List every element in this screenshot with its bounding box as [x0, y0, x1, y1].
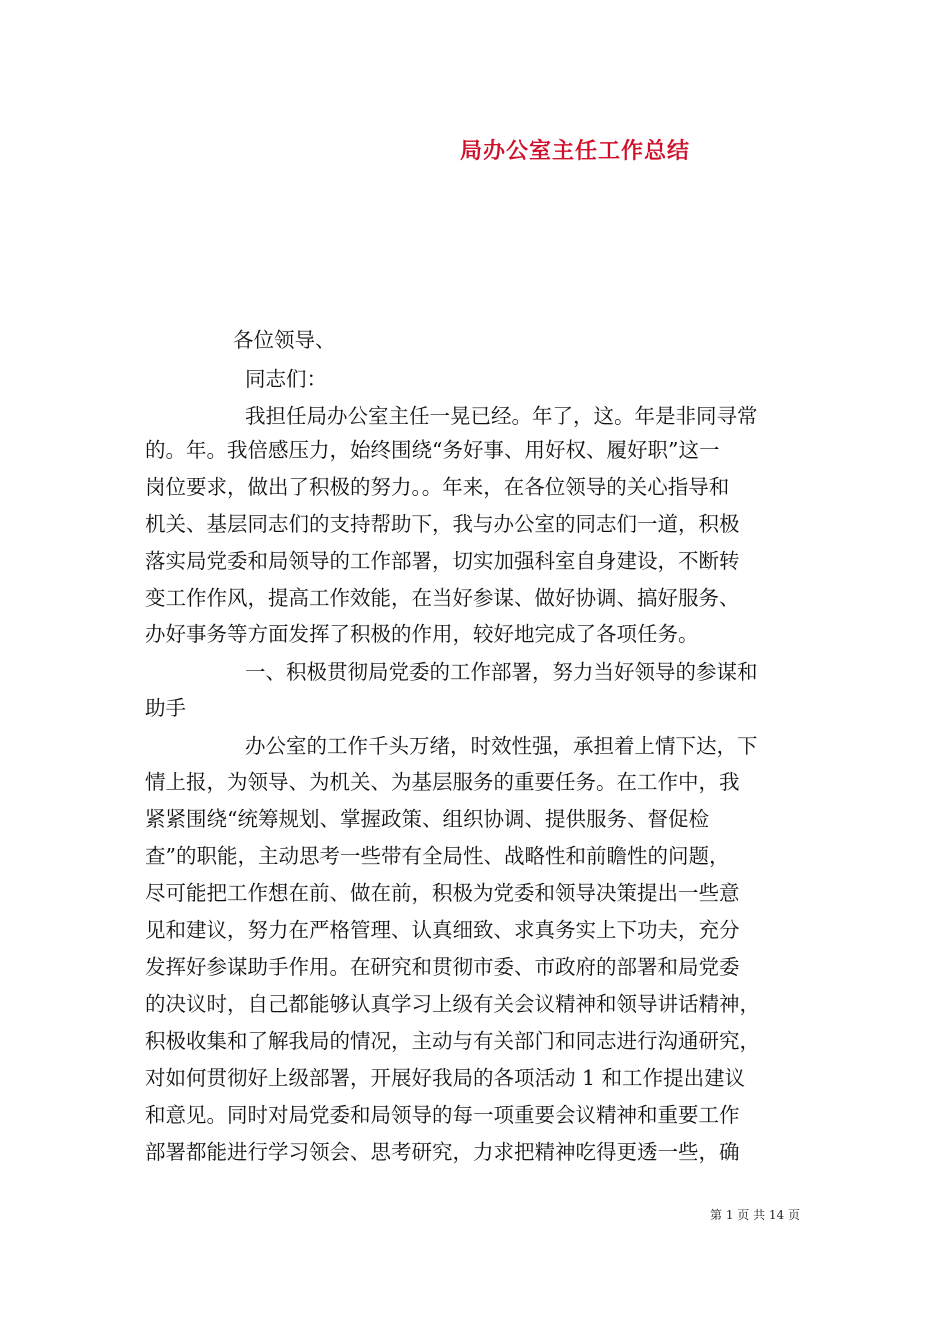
text-line: 的。年。我倍感压力，始终围绕“务好事、用好权、履好职”这一 — [145, 438, 720, 462]
text-line: 尽可能把工作想在前、做在前，积极为党委和领导决策提出一些意 — [145, 881, 740, 905]
text-line: 紧紧围绕“统筹规划、掌握政策、组织协调、提供服务、督促检 — [145, 807, 709, 831]
text-line: 的决议时，自己都能够认真学习上级有关会议精神和领导讲话精神， — [145, 992, 760, 1016]
text-line: 查”的职能，主动思考一些带有全局性、战略性和前瞻性的问题， — [145, 844, 730, 868]
text-line: 我担任局办公室主任一晃已经。年了，这。年是非同寻常 — [245, 404, 758, 428]
text-line: 情上报，为领导、为机关、为基层服务的重要任务。在工作中，我 — [145, 770, 740, 794]
section-heading-cont: 助手 — [145, 696, 186, 720]
text-line: 同志们： — [245, 367, 327, 391]
text-line: 积极收集和了解我局的情况，主动与有关部门和同志进行沟通研究， — [145, 1029, 760, 1053]
text-line: 变工作作风，提高工作效能，在当好参谋、做好协调、搞好服务、 — [145, 586, 740, 610]
text-line: 发挥好参谋助手作用。在研究和贯彻市委、市政府的部署和局党委 — [145, 955, 740, 979]
text-line: 和意见。同时对局党委和局领导的每一项重要会议精神和重要工作 — [145, 1103, 740, 1127]
section-heading: 一、积极贯彻局党委的工作部署，努力当好领导的参谋和 — [245, 660, 758, 684]
text-line: 办公室的工作千头万绪，时效性强，承担着上情下达，下 — [245, 734, 758, 758]
text-line: 机关、基层同志们的支持帮助下，我与办公室的同志们一道，积极 — [145, 512, 740, 536]
text-line: 落实局党委和局领导的工作部署，切实加强科室自身建设，不断转 — [145, 549, 740, 573]
text-line: 部署都能进行学习领会、思考研究，力求把精神吃得更透一些，确 — [145, 1140, 740, 1164]
text-line: 见和建议，努力在严格管理、认真细致、求真务实上下功夫，充分 — [145, 918, 740, 942]
document-title: 局办公室主任工作总结 — [459, 138, 690, 164]
text-line: 对如何贯彻好上级部署，开展好我局的各项活动 1 和工作提出建议 — [145, 1066, 746, 1090]
text-line: 各位领导、 — [233, 328, 336, 352]
page-number: 第 1 页 共 14 页 — [710, 1208, 800, 1222]
text-line: 办好事务等方面发挥了积极的作用，较好地完成了各项任务。 — [145, 622, 699, 646]
text-line: 岗位要求，做出了积极的努力。。年来，在各位领导的关心指导和 — [145, 475, 730, 499]
